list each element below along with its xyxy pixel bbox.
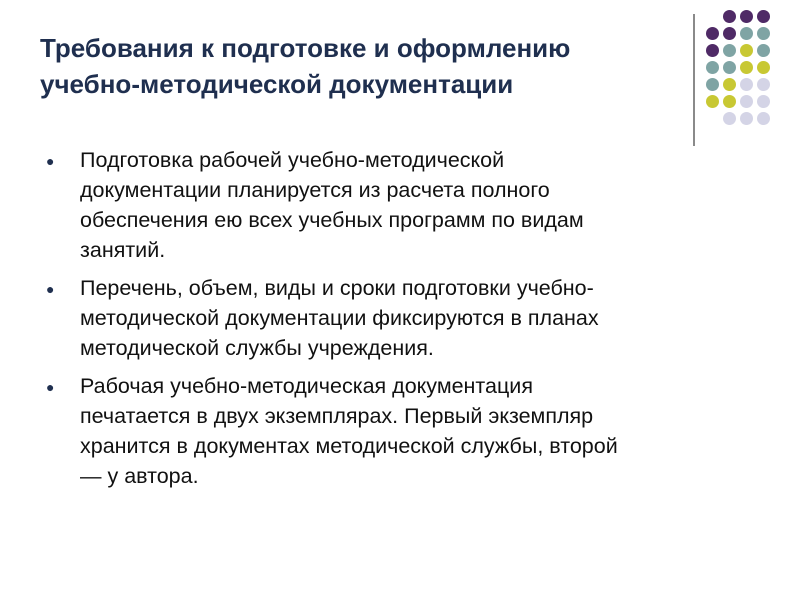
decorative-dot	[706, 78, 719, 91]
decorative-dot	[740, 10, 753, 23]
decorative-dot	[757, 112, 770, 125]
bullet-text-line: методической службы учреждения.	[80, 336, 434, 360]
decorative-dot	[723, 44, 736, 57]
decorative-dot	[740, 27, 753, 40]
bullet-list	[44, 145, 764, 499]
decorative-dot	[740, 95, 753, 108]
decorative-dot	[723, 112, 736, 125]
decorative-dot-grid	[706, 10, 786, 130]
bullet-text-line: методической документации фиксируются в планах	[80, 306, 599, 330]
slide-title-line: Требования к подготовке и оформлению	[40, 33, 571, 63]
slide-title-line: учебно-методической документации	[40, 69, 514, 99]
bullet-text-line: Рабочая учебно-методическая документация	[80, 374, 533, 398]
bullet-item	[44, 273, 764, 363]
bullet-item	[44, 145, 764, 265]
decorative-dot	[706, 44, 719, 57]
decorative-dot	[740, 61, 753, 74]
decorative-dot	[757, 95, 770, 108]
decorative-dot	[757, 78, 770, 91]
bullet-item	[44, 371, 764, 491]
decorative-dot	[723, 27, 736, 40]
decorative-dot	[757, 10, 770, 23]
decorative-dot	[723, 78, 736, 91]
vertical-divider	[693, 14, 695, 146]
bullet-text-line: занятий.	[80, 238, 166, 262]
decorative-dot	[740, 44, 753, 57]
decorative-dot	[706, 27, 719, 40]
decorative-dot	[740, 112, 753, 125]
bullet-text-line: хранится в документах методической службы, второй	[80, 434, 618, 458]
bullet-text-line: Подготовка рабочей учебно-методической	[80, 148, 505, 172]
bullet-marker-icon: ●	[46, 153, 55, 169]
bullet-marker-icon: ●	[46, 379, 55, 395]
decorative-dot	[757, 61, 770, 74]
decorative-dot	[723, 61, 736, 74]
bullet-marker-icon: ●	[46, 281, 55, 297]
bullet-text-line: обеспечения ею всех учебных программ по видам	[80, 208, 584, 232]
bullet-text-line: печатается в двух экземплярах. Первый экземпляр	[80, 404, 594, 428]
bullet-text-line: Перечень, объем, виды и сроки подготовки учебно-	[80, 276, 594, 300]
decorative-dot	[757, 27, 770, 40]
decorative-dot	[706, 61, 719, 74]
slide-title	[40, 30, 680, 102]
decorative-dot	[740, 78, 753, 91]
decorative-dot	[723, 95, 736, 108]
bullet-text-line: документации планируется из расчета полного	[80, 178, 550, 202]
bullet-text-line: — у автора.	[80, 464, 199, 488]
decorative-dot	[723, 10, 736, 23]
decorative-dot	[757, 44, 770, 57]
decorative-dot	[706, 95, 719, 108]
